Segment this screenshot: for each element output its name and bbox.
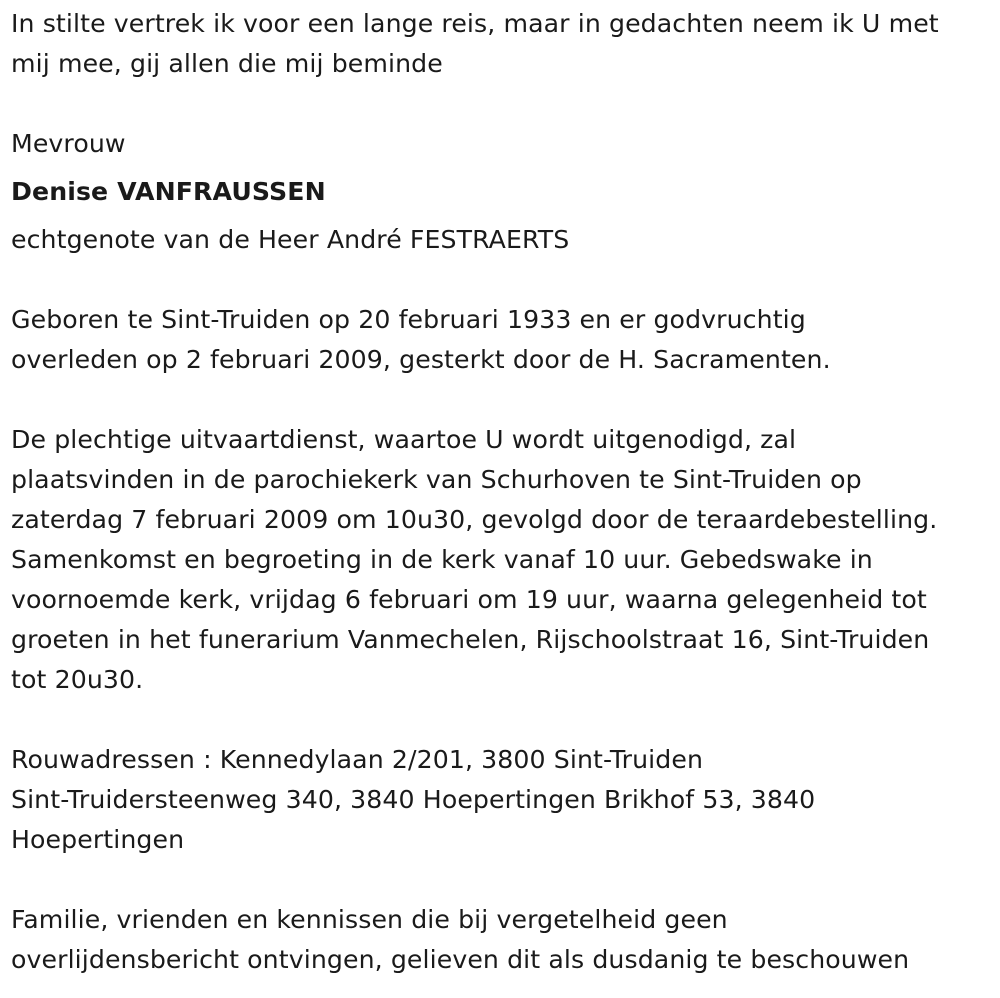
- funeral-line: voornoemde kerk, vrijdag 6 februari om 19 uur, waarna gelegenheid tot: [11, 585, 927, 614]
- paragraph-spacer: [11, 700, 991, 740]
- intro-paragraph: [11, 4, 991, 84]
- funeral-line: tot 20u30.: [11, 665, 144, 694]
- funeral-line: plaatsvinden in de parochiekerk van Schurhoven te Sint-Truiden op: [11, 465, 862, 494]
- funeral-line: Samenkomst en begroeting in de kerk vanaf 10 uur. Gebedswake in: [11, 545, 873, 574]
- closing-paragraph: [11, 900, 991, 980]
- birth-death-line: overleden op 2 februari 2009, gesterkt door de H. Sacramenten.: [11, 345, 831, 374]
- birth-death-paragraph: [11, 300, 991, 380]
- person-block: [11, 124, 991, 260]
- funeral-line: De plechtige uitvaartdienst, waartoe U wordt uitgenodigd, zal: [11, 425, 797, 454]
- funeral-line: groeten in het funerarium Vanmechelen, Rijschoolstraat 16, Sint-Truiden: [11, 625, 930, 654]
- paragraph-spacer: [11, 860, 991, 900]
- spouse-line: echtgenote van de Heer André FESTRAERTS: [11, 225, 570, 254]
- paragraph-spacer: [11, 260, 991, 300]
- intro-line: In stilte vertrek ik voor een lange reis, maar in gedachten neem ik U met: [11, 9, 939, 38]
- funeral-line: zaterdag 7 februari 2009 om 10u30, gevolgd door de teraardebestelling.: [11, 505, 938, 534]
- intro-line: mij mee, gij allen die mij beminde: [11, 49, 443, 78]
- closing-line: overlijdensbericht ontvingen, gelieven dit als dusdanig te beschouwen: [11, 945, 910, 974]
- birth-death-line: Geboren te Sint-Truiden op 20 februari 1933 en er godvruchtig: [11, 305, 806, 334]
- address-line: Rouwadressen : Kennedylaan 2/201, 3800 Sint-Truiden: [11, 745, 704, 774]
- obituary-document: [11, 4, 991, 980]
- paragraph-spacer: [11, 380, 991, 420]
- closing-line: Familie, vrienden en kennissen die bij vergetelheid geen: [11, 905, 728, 934]
- funeral-paragraph: [11, 420, 991, 700]
- address-line: Sint-Truidersteenweg 340, 3840 Hoepertingen Brikhof 53, 3840: [11, 785, 816, 814]
- deceased-name: Denise VANFRAUSSEN: [11, 177, 326, 206]
- address-line: Hoepertingen: [11, 825, 185, 854]
- salutation: Mevrouw: [11, 129, 126, 158]
- paragraph-spacer: [11, 84, 991, 124]
- addresses-paragraph: [11, 740, 991, 860]
